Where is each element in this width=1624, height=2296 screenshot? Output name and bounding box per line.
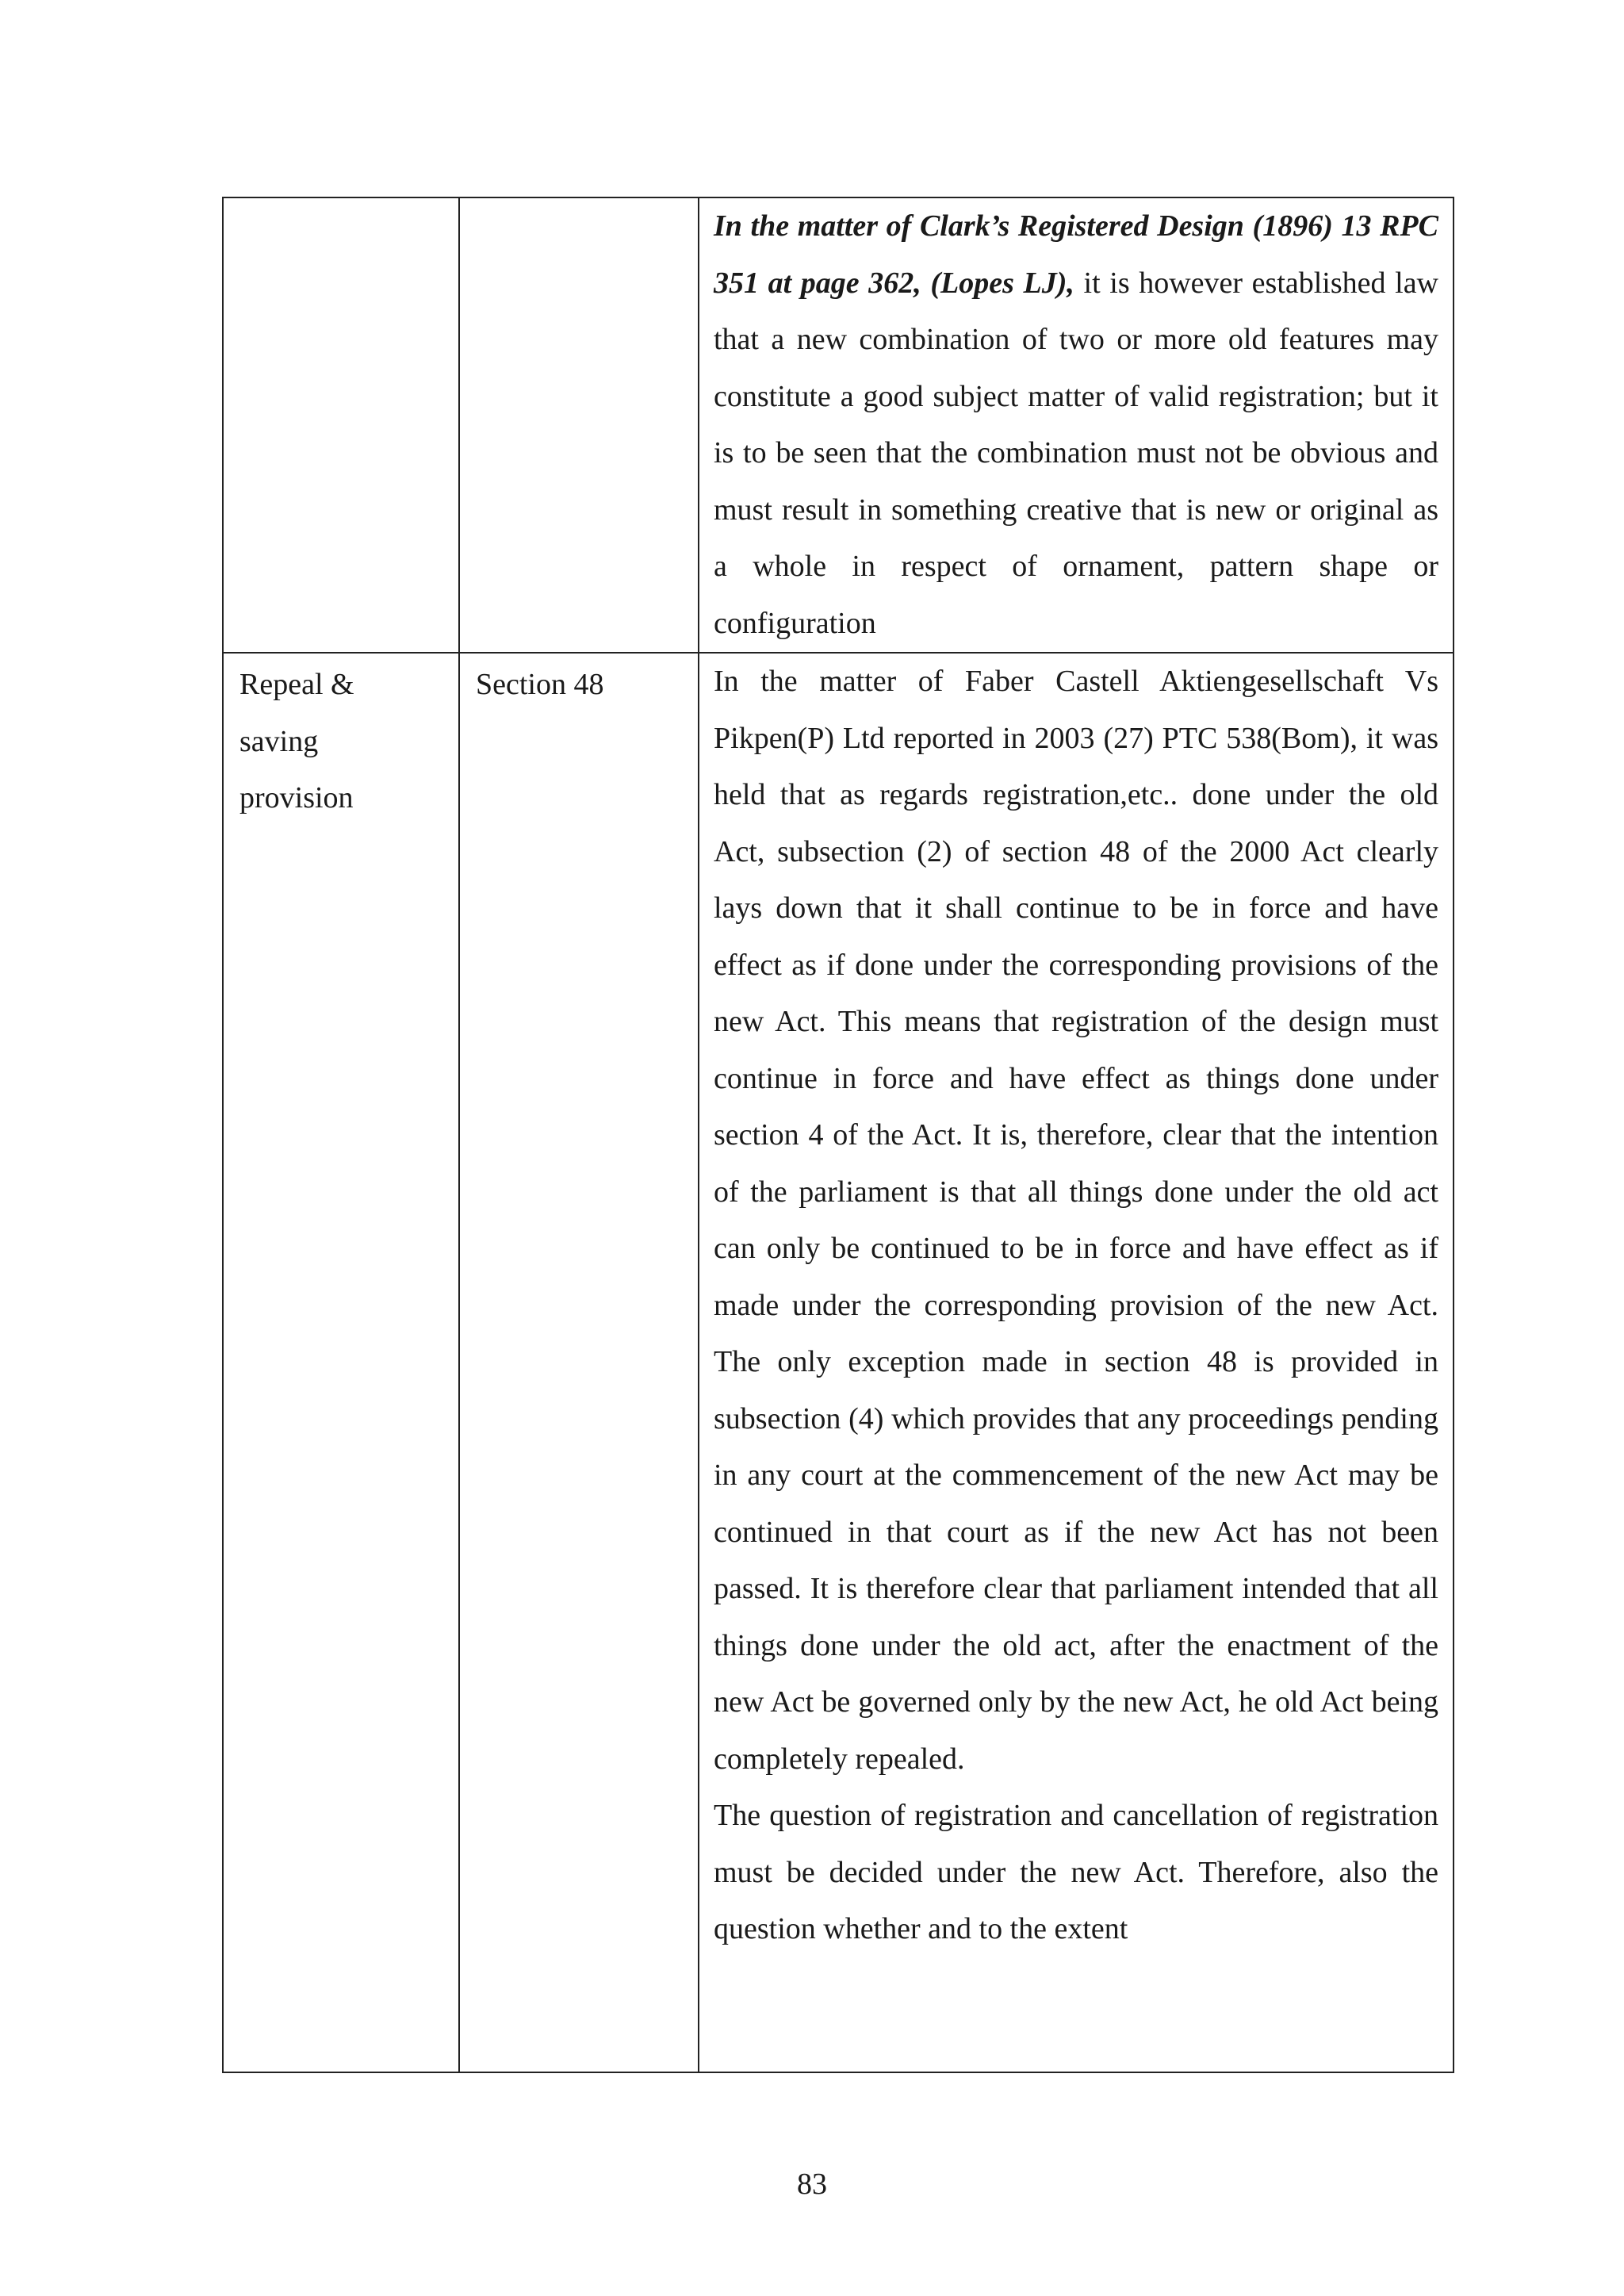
legal-provisions-table bbox=[222, 197, 1454, 2073]
case-explanation: it is however established law that a new combination of two or more old features may constitute a good subject matter of valid registration; but it is to be seen that the combination must not be obvious and must result in something creative that is new or original as a whole in respect of ornament, pattern shape or configuration bbox=[714, 266, 1438, 640]
topic-line: Repeal & bbox=[239, 668, 354, 701]
topic-line: provision bbox=[239, 781, 354, 815]
table-row bbox=[223, 653, 1454, 2072]
topic-text bbox=[224, 654, 458, 827]
topic-line: saving bbox=[239, 724, 319, 758]
explanation-text bbox=[699, 654, 1453, 1958]
section-text bbox=[460, 198, 698, 201]
explanation-cell bbox=[699, 653, 1454, 2072]
explanation-paragraph: The question of registration and cancellation of registration must be decided under the new Act. Therefore, also the question whether and to the extent bbox=[714, 1799, 1438, 1945]
topic-text bbox=[224, 198, 458, 201]
topic-cell bbox=[223, 653, 459, 2072]
explanation-text bbox=[699, 198, 1453, 652]
section-text: Section 48 bbox=[476, 668, 604, 701]
explanation-paragraph: In the matter of Faber Castell Aktiengesellschaft Vs Pikpen(P) Ltd reported in 2003 (27) PTC 538(Bom), it was held that as regards registration,etc.. done under the old Act, subsection (2) of section 48 of the 2000 Act clearly lays down that it shall continue to be in force and have effect as if done under the corresponding provisions of the new Act. This means that registration of the design must continue in force and have effect as things done under section 4 of the Act. It is, therefore, clear that the intention of the parliament is that all things done under the old act can only be continued to be in force and have effect as if made under the corresponding provision of the new Act. The only exception made in section 48 is provided in subsection (4) which provides that any proceedings pending in any court at the commencement of the new Act may be continued in that court as if the new Act has not been passed. It is therefore clear that parliament intended that all things done under the old act, after the enactment of the new Act be governed only by the new Act, he old Act being completely repealed. bbox=[714, 665, 1438, 1776]
table-row bbox=[223, 197, 1454, 653]
page-number: 83 bbox=[797, 2168, 827, 2201]
topic-cell bbox=[223, 197, 459, 653]
explanation-cell bbox=[699, 197, 1454, 653]
section-cell bbox=[459, 653, 699, 2072]
case-citation: In the matter of Clark’s Registered Design (1896) 13 RPC 351 at page 362, (Lopes LJ), bbox=[714, 209, 1438, 300]
section-cell bbox=[459, 197, 699, 653]
